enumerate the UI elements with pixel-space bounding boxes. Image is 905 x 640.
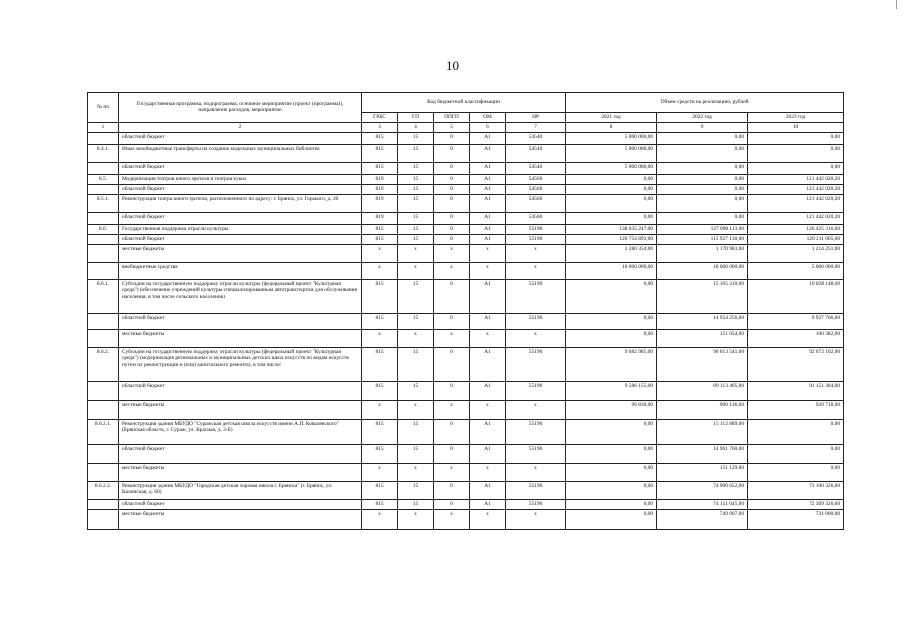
row-gp: 15 [398,481,434,499]
row-nr: х [506,509,566,529]
row-2023: 0,00 [748,162,844,174]
row-ppgp: 0 [434,194,470,212]
row-2022: 1 170 983,00 [657,244,748,262]
row-gp: 15 [398,162,434,174]
row-2021: 9 586 155,00 [566,381,657,400]
row-2023: 91 151 384,00 [748,381,844,400]
row-nr: 55190 [506,499,566,509]
row-2021: 5 000 000,00 [566,162,657,174]
table-row [88,132,844,144]
row-2021: 126 754 893,00 [566,234,657,244]
row-2023: 100 382,00 [748,329,844,347]
table-row [88,194,844,212]
row-gp: 15 [398,174,434,184]
row-number [88,381,119,400]
row-ppgp: 0 [434,162,470,174]
row-grbs: 815 [362,499,398,509]
row-number: 8.6.2. [88,347,119,381]
row-om: A1 [470,174,506,184]
row-ppgp: 0 [434,444,470,463]
scan-edge-mark [896,0,897,9]
row-2021: 10 000 000,00 [566,262,657,279]
row-number [88,329,119,347]
row-om: A1 [470,313,506,329]
row-number [88,262,119,279]
row-2022: 15 112 889,00 [657,419,748,444]
row-gp: 15 [398,184,434,194]
row-ppgp: 0 [434,419,470,444]
row-grbs: х [362,262,398,279]
row-2021: 96 830,00 [566,400,657,419]
row-2022: 74 151 645,00 [657,499,748,509]
header-amount: Объем средств на реализацию, рублей [566,93,844,113]
table-row [88,313,844,329]
row-name: областной бюджет [119,212,362,224]
row-2022: 151 054,00 [657,329,748,347]
row-number [88,184,119,194]
row-nr: 55190 [506,481,566,499]
row-number [88,132,119,144]
row-gp: х [398,509,434,529]
row-om: A1 [470,381,506,400]
header-number: № пп [88,93,119,123]
row-name: областной бюджет [119,184,362,194]
row-ppgp: х [434,262,470,279]
row-om: A1 [470,499,506,509]
row-grbs: 819 [362,212,398,224]
row-gp: х [398,244,434,262]
row-name: Государственная поддержка отрасли культуры [119,224,362,234]
row-grbs: 815 [362,481,398,499]
table-row [88,347,844,381]
row-grbs: х [362,509,398,529]
row-number [88,244,119,262]
table-row [88,509,844,529]
budget-table [87,92,844,530]
row-2022: 0,00 [657,132,748,144]
header-2021: 2021 год [566,113,657,123]
row-nr: 55190 [506,234,566,244]
row-2022: 0,00 [657,184,748,194]
row-2021: 0,00 [566,184,657,194]
row-2022: 151 129,00 [657,463,748,481]
row-2023: 0,00 [748,132,844,144]
row-2022: 74 900 652,00 [657,481,748,499]
row-ppgp: 0 [434,381,470,400]
row-name: областной бюджет [119,499,362,509]
header-nr: НР [506,113,566,123]
row-nr: х [506,463,566,481]
row-2021: 0,00 [566,329,657,347]
row-gp: х [398,329,434,347]
row-name: областной бюджет [119,381,362,400]
row-2022: 10 000 000,00 [657,262,748,279]
row-name: Субсидии на государственную поддержку отрасли культуры (федеральный проект "Культурная среда") (обеспечение учреждений культуры специализированным автотранспортом для обслуживания населения, в том числе сельского населения) [119,279,362,313]
row-nr: 55190 [506,279,566,313]
row-2021: 0,00 [566,194,657,212]
row-2022: 900 136,00 [657,400,748,419]
row-grbs: х [362,400,398,419]
row-2023: 92 072 102,00 [748,347,844,381]
row-name: местные бюджеты [119,400,362,419]
row-nr: х [506,400,566,419]
row-om: A1 [470,194,506,212]
row-name: Иные межбюджетные трансферты на создание модельных муниципальных библиотек [119,144,362,162]
row-om: A1 [470,444,506,463]
table-row [88,162,844,174]
row-number [88,509,119,529]
header-2022: 2022 год [657,113,748,123]
row-gp: х [398,463,434,481]
row-nr: 55190 [506,419,566,444]
row-grbs: 815 [362,347,398,381]
row-2023: 72 369 326,00 [748,499,844,509]
row-2021: 138 035 247,00 [566,224,657,234]
col-number-9: 9 [657,122,748,132]
row-name: областной бюджет [119,313,362,329]
row-ppgp: х [434,329,470,347]
row-grbs: 815 [362,381,398,400]
row-gp: 15 [398,444,434,463]
row-nr: 54560 [506,184,566,194]
row-2021: 0,00 [566,499,657,509]
row-nr: х [506,329,566,347]
table-row [88,234,844,244]
row-ppgp: 0 [434,144,470,162]
row-ppgp: 0 [434,234,470,244]
table-row [88,381,844,400]
header-name: Государственная программа, подпрограмма, основное мероприятие (проект (программа)), направление расходов, мероприятие [119,93,362,123]
row-number: 8.6. [88,224,119,234]
row-name: внебюджетные средства [119,262,362,279]
table-row [88,400,844,419]
row-nr: 54560 [506,194,566,212]
row-grbs: 815 [362,144,398,162]
row-ppgp: 0 [434,499,470,509]
col-number-6: 6 [470,122,506,132]
row-2023: 121 442 020,20 [748,212,844,224]
row-nr: х [506,262,566,279]
row-number: 8.5. [88,174,119,184]
row-nr: 54540 [506,132,566,144]
table-row [88,499,844,509]
row-2021: 5 000 000,00 [566,144,657,162]
header-code: Код бюджетной классификации [362,93,566,113]
header-ppgp: ППГП [434,113,470,123]
row-nr: 55190 [506,347,566,381]
row-name: местные бюджеты [119,463,362,481]
row-grbs: 815 [362,419,398,444]
row-nr: 54560 [506,212,566,224]
row-grbs: 819 [362,184,398,194]
row-number: 8.5.1. [88,194,119,212]
row-gp: х [398,400,434,419]
table-row [88,224,844,234]
row-nr: х [506,244,566,262]
row-2022: 15 105 310,00 [657,279,748,313]
row-2023: 121 442 020,20 [748,174,844,184]
row-number: 8.4.1. [88,144,119,162]
row-2023: 73 100 326,00 [748,481,844,499]
col-number-4: 4 [398,122,434,132]
row-2022: 127 098 113,00 [657,224,748,234]
row-grbs: 815 [362,313,398,329]
row-nr: 55190 [506,224,566,234]
row-2023: 121 442 020,20 [748,184,844,194]
table-row [88,244,844,262]
col-number-8: 8 [566,122,657,132]
row-2022: 115 927 130,00 [657,234,748,244]
col-number-10: 10 [748,122,844,132]
col-number-3: 3 [362,122,398,132]
row-om: A1 [470,224,506,234]
row-number [88,212,119,224]
row-2023: 0,00 [748,419,844,444]
row-2022: 749 007,00 [657,509,748,529]
row-grbs: 815 [362,234,398,244]
row-om: х [470,463,506,481]
row-om: A1 [470,144,506,162]
row-nr: 55190 [506,381,566,400]
col-number-5: 5 [434,122,470,132]
row-nr: 54560 [506,174,566,184]
col-number-7: 7 [506,122,566,132]
row-grbs: 815 [362,224,398,234]
row-name: областной бюджет [119,444,362,463]
row-2023: 121 442 020,20 [748,194,844,212]
row-om: х [470,509,506,529]
row-2021: 0,00 [566,174,657,184]
row-gp: 15 [398,347,434,381]
table-row [88,262,844,279]
row-number [88,463,119,481]
row-om: A1 [470,419,506,444]
row-2021: 0,00 [566,509,657,529]
row-2023: 10 038 148,00 [748,279,844,313]
row-2023: 1 214 251,00 [748,244,844,262]
row-name: местные бюджеты [119,329,362,347]
row-name: Реконструкция театра юного зрителя, расположенного по адресу: г. Брянск, ул. Горького, д. 20 [119,194,362,212]
row-gp: 15 [398,144,434,162]
row-number [88,234,119,244]
row-name: Реконструкция здания МБУДО "Городская детская хоровая школа г. Брянска" (г. Брянск, ул. Калинская, д. 60) [119,481,362,499]
row-om: х [470,329,506,347]
row-2023: 0,00 [748,144,844,162]
row-grbs: х [362,244,398,262]
row-om: A1 [470,184,506,194]
row-om: A1 [470,481,506,499]
row-2021: 5 000 000,00 [566,132,657,144]
row-2021: 0,00 [566,444,657,463]
row-2021: 1 280 354,00 [566,244,657,262]
row-2023: 0,00 [748,463,844,481]
row-ppgp: 0 [434,132,470,144]
row-2021: 9 682 985,00 [566,347,657,381]
row-gp: 15 [398,194,434,212]
col-number-1: 1 [88,122,119,132]
row-ppgp: х [434,509,470,529]
row-grbs: х [362,463,398,481]
row-2022: 89 113 405,00 [657,381,748,400]
row-grbs: 815 [362,132,398,144]
row-ppgp: 0 [434,174,470,184]
row-om: х [470,262,506,279]
row-name: Реконструкция здания МБУДО "Суражская детская школа искусств имени А.П. Ковалевского" (Брянская область, г. Сураж, ул. Красная, д. 3-Б) [119,419,362,444]
table-row [88,444,844,463]
row-grbs: 819 [362,194,398,212]
row-ppgp: 0 [434,212,470,224]
row-2021: 0,00 [566,463,657,481]
row-2022: 0,00 [657,162,748,174]
row-om: х [470,400,506,419]
row-ppgp: 0 [434,347,470,381]
row-ppgp: 0 [434,279,470,313]
row-nr: 54540 [506,162,566,174]
row-gp: 15 [398,499,434,509]
row-2023: 5 000 000,00 [748,262,844,279]
row-name: областной бюджет [119,162,362,174]
row-om: A1 [470,162,506,174]
col-number-2: 2 [119,122,362,132]
row-om: A1 [470,212,506,224]
header-om: ОМ [470,113,506,123]
row-nr: 55190 [506,313,566,329]
row-number [88,162,119,174]
table-row [88,144,844,162]
header-gp: ГП [398,113,434,123]
row-number: 8.6.2.1. [88,419,119,444]
row-2021: 0,00 [566,279,657,313]
row-om: A1 [470,132,506,144]
row-2023: 920 718,00 [748,400,844,419]
row-ppgp: 0 [434,313,470,329]
row-number [88,499,119,509]
row-2021: 0,00 [566,481,657,499]
row-om: A1 [470,279,506,313]
row-nr: 54540 [506,144,566,162]
table-row [88,212,844,224]
row-2023: 120 211 065,00 [748,234,844,244]
row-ppgp: 0 [434,184,470,194]
row-2022: 0,00 [657,212,748,224]
row-number [88,400,119,419]
row-2022: 0,00 [657,144,748,162]
row-number [88,444,119,463]
row-2023: 0,00 [748,444,844,463]
row-gp: 15 [398,279,434,313]
row-2023: 9 937 766,00 [748,313,844,329]
header-2023: 2023 год [748,113,844,123]
row-2022: 0,00 [657,194,748,212]
table-row [88,184,844,194]
row-grbs: 815 [362,444,398,463]
page-number: 10 [446,58,459,73]
row-number: 8.6.2.2. [88,481,119,499]
row-nr: 55190 [506,444,566,463]
row-2022: 90 013 541,00 [657,347,748,381]
row-gp: 15 [398,419,434,444]
row-om: х [470,244,506,262]
row-gp: 15 [398,234,434,244]
row-name: Субсидии на государственную поддержку отрасли культуры (федеральный проект "Культурная среда") (модернизация региональных и муниципальных детских школ искусств по видам искусств путем их реконструкции и (или) капитального ремонта), в том числе: [119,347,362,381]
table-row [88,279,844,313]
row-gp: 15 [398,132,434,144]
row-ppgp: х [434,244,470,262]
table-body [88,132,844,529]
row-ppgp: х [434,400,470,419]
row-name: Модернизация театров юного зрителя и театров кукол [119,174,362,184]
row-2021: 0,00 [566,212,657,224]
row-om: A1 [470,234,506,244]
table-row [88,419,844,444]
row-number: 8.6.1. [88,279,119,313]
row-gp: 15 [398,224,434,234]
row-gp: 15 [398,212,434,224]
table-row [88,174,844,184]
row-name: местные бюджеты [119,509,362,529]
row-number [88,313,119,329]
row-ppgp: 0 [434,224,470,234]
row-gp: х [398,262,434,279]
row-gp: 15 [398,381,434,400]
row-ppgp: х [434,463,470,481]
header-grbs: ГРБС [362,113,398,123]
row-grbs: 819 [362,174,398,184]
row-name: местные бюджеты [119,244,362,262]
row-om: A1 [470,347,506,381]
row-gp: 15 [398,313,434,329]
table-row [88,463,844,481]
table-row [88,329,844,347]
row-name: областной бюджет [119,132,362,144]
table-row [88,481,844,499]
row-2023: 731 000,00 [748,509,844,529]
row-2021: 0,00 [566,419,657,444]
row-grbs: х [362,329,398,347]
row-2023: 126 425 316,00 [748,224,844,234]
row-name: областной бюджет [119,234,362,244]
row-grbs: 815 [362,279,398,313]
row-grbs: 815 [362,162,398,174]
row-2022: 14 954 256,00 [657,313,748,329]
row-ppgp: 0 [434,481,470,499]
row-2022: 0,00 [657,174,748,184]
row-2021: 0,00 [566,313,657,329]
row-2022: 14 961 760,00 [657,444,748,463]
